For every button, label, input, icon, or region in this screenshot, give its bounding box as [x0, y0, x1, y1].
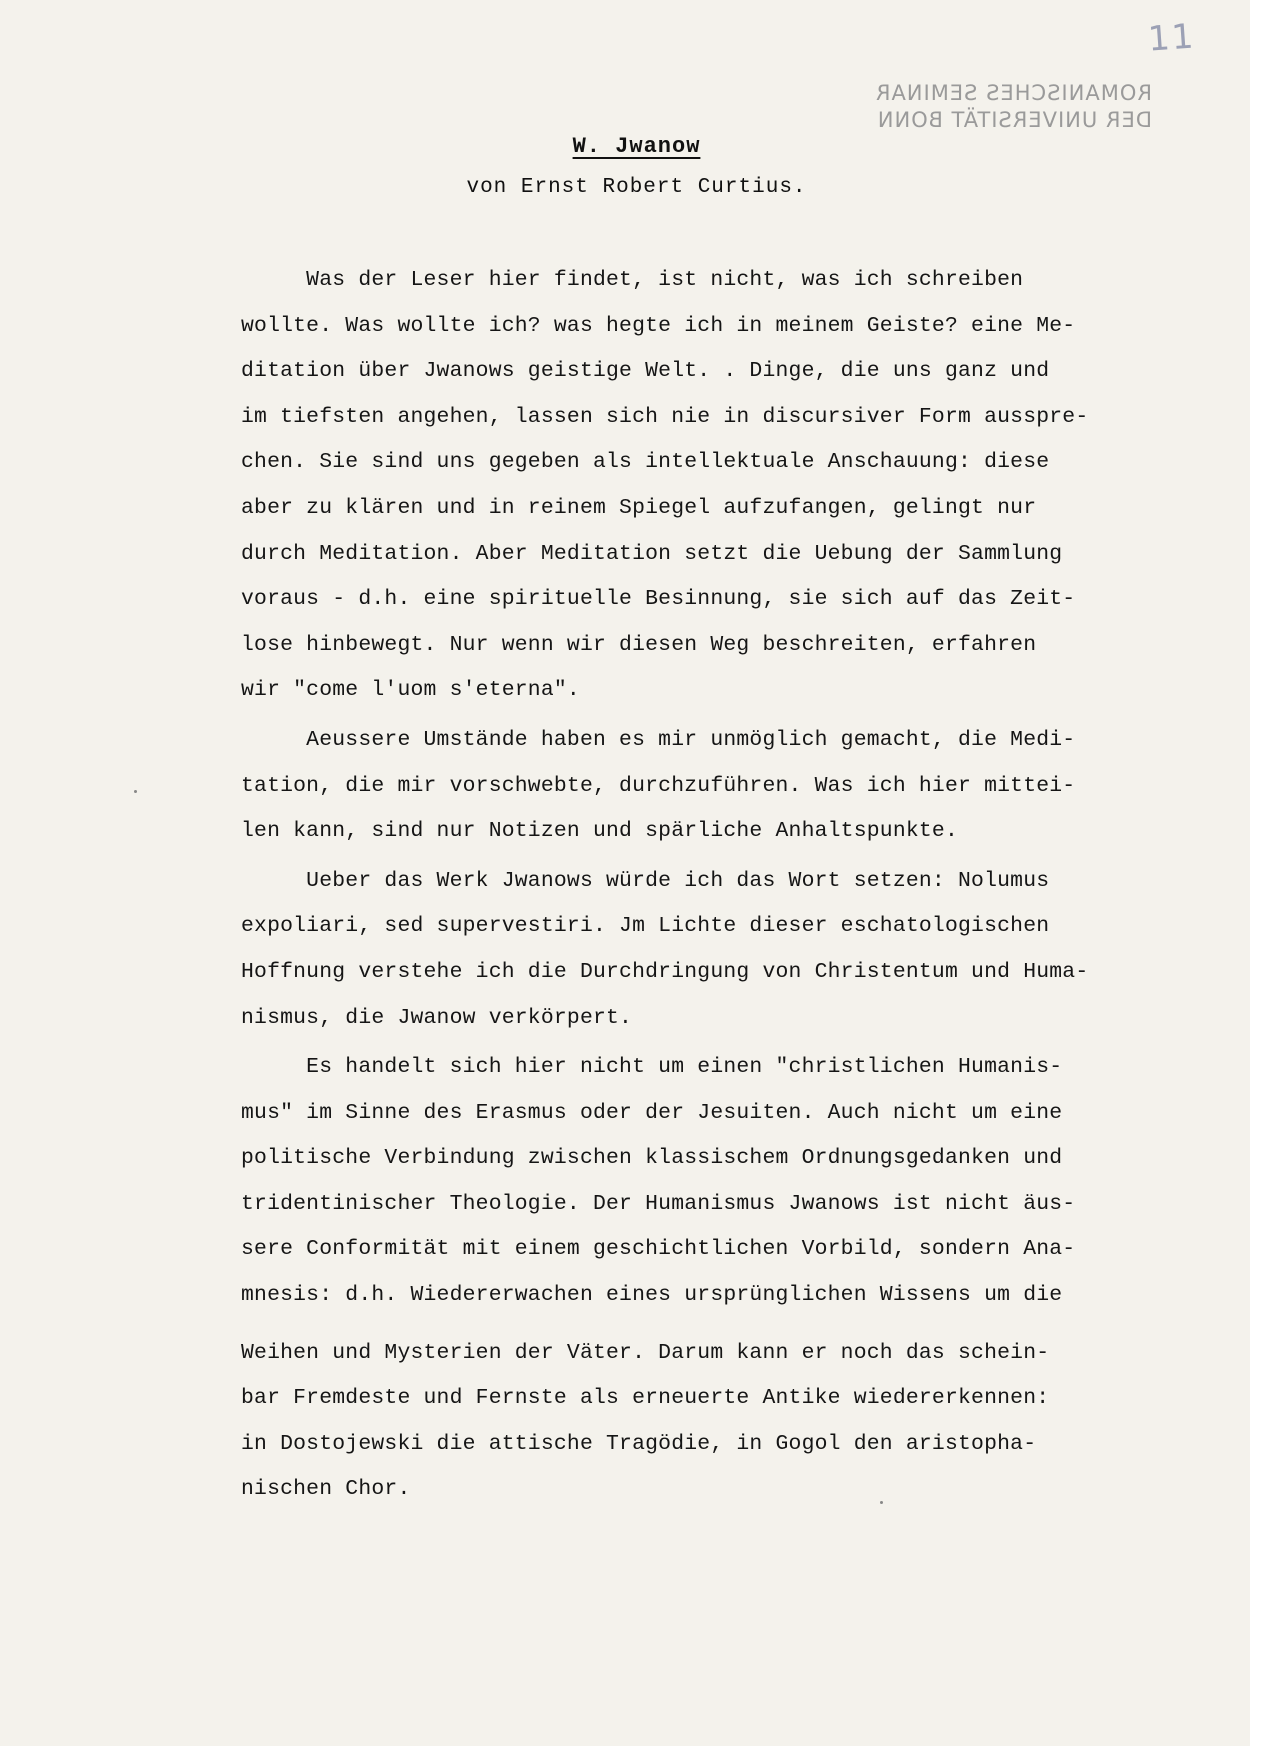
stamp-line-2: DER UNIVERSITÄT BONN	[876, 108, 1152, 132]
text-line: Was der Leser hier findet, ist nicht, was ich schreiben	[241, 268, 1024, 292]
paragraph-gap	[241, 1319, 1221, 1331]
document-header	[0, 126, 1250, 208]
text-line: in Dostojewski die attische Tragödie, in Gogol den aristopha-	[241, 1431, 1037, 1456]
text-line: voraus - d.h. eine spirituelle Besinnung, sie sich auf das Zeit-	[241, 587, 1076, 612]
text-line: im tiefsten angehen, lassen sich nie in discursiver Form ausspre-	[241, 404, 1089, 429]
text-line: tation, die mir vorschwebte, durchzuführen. Was ich hier mittei-	[241, 773, 1076, 798]
text-line: nismus, die Jwanow verkörpert.	[241, 1005, 633, 1030]
text-line: wollte. Was wollte ich? was hegte ich in meinem Geiste? eine Me-	[241, 313, 1076, 338]
paper-speck	[880, 1501, 883, 1504]
text-line: wir "come l'uom s'eterna".	[241, 678, 580, 703]
document-title: W. Jwanow	[572, 134, 701, 159]
paper-speck	[134, 790, 137, 793]
essay-body	[241, 258, 1221, 1513]
handwritten-page-number: 11	[1146, 16, 1197, 60]
text-line: Hoffnung verstehe ich die Durchdringung von Christentum und Huma-	[241, 959, 1089, 984]
text-line: tridentinischer Theologie. Der Humanismus Jwanows ist nicht äus-	[241, 1191, 1076, 1216]
author-byline: von Ernst Robert Curtius.	[466, 176, 807, 199]
text-line: aber zu klären und in reinem Spiegel aufzufangen, gelingt nur	[241, 495, 1037, 520]
text-line: mnesis: d.h. Wiedererwachen eines ursprünglichen Wissens um die	[241, 1283, 1063, 1308]
text-line: expoliari, sed supervestiri. Jm Lichte dieser eschatologischen	[241, 914, 1050, 939]
text-line: Weihen und Mysterien der Väter. Darum kann er noch das schein-	[241, 1340, 1050, 1365]
text-line: Es handelt sich hier nicht um einen "christlichen Humanis-	[241, 1055, 1063, 1080]
text-line: politische Verbindung zwischen klassischem Ordnungsgedanken und	[241, 1146, 1063, 1171]
text-line: durch Meditation. Aber Meditation setzt die Uebung der Sammlung	[241, 541, 1063, 566]
text-line: Ueber das Werk Jwanows würde ich das Wort setzen: Nolumus	[241, 868, 1050, 893]
stamp-line-1: ROMANISCHES SEMINAR	[874, 81, 1152, 105]
text-line: bar Fremdeste und Fernste als erneuerte Antike wiedererkennen:	[241, 1386, 1050, 1411]
text-line: mus" im Sinne des Erasmus oder der Jesuiten. Auch nicht um eine	[241, 1100, 1063, 1125]
text-line: sere Conformität mit einem geschichtlichen Vorbild, sondern Ana-	[241, 1237, 1076, 1262]
text-line: nischen Chor.	[241, 1477, 411, 1502]
text-line: Aeussere Umstände haben es mir unmöglich gemacht, die Medi-	[241, 727, 1076, 752]
text-line: ditation über Jwanows geistige Welt. . Dinge, die uns ganz und	[241, 359, 1050, 384]
text-line: lose hinbewegt. Nur wenn wir diesen Weg beschreiten, erfahren	[241, 632, 1037, 657]
text-line: chen. Sie sind uns gegeben als intellektuale Anschauung: diese	[241, 450, 1050, 475]
text-line: len kann, sind nur Notizen und spärliche Anhaltspunkte.	[241, 819, 959, 844]
